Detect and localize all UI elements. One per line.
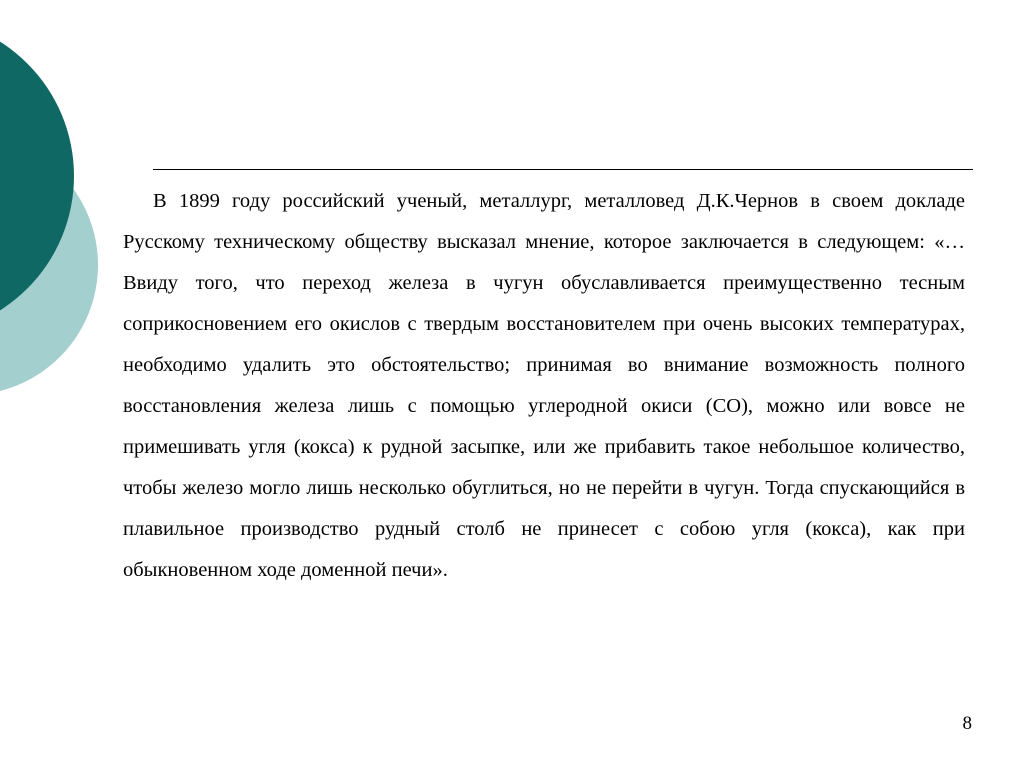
header-divider-line bbox=[153, 169, 973, 170]
body-paragraph: В 1899 году российский ученый, металлург, металловед Д.К.Чернов в своем докладе Русскому техническому обществу высказал мнение, которое заключается в следующем: «…Ввиду того, что переход железа в чугун обуславливается преимущественно тесным соприкосновением его окислов с твердым восстановителем при очень высоких температурах, необходимо удалить это обстоятельство; принимая во внимание возможность полного восстановления железа лишь с помощью углеродной окиси (СО), можно или вовсе не примешивать угля (кокса) к рудной засыпке, или же прибавить такое небольшое количество, чтобы железо могло лишь несколько обуглиться, но не перейти в чугун. Тогда спускающийся в плавильное производство рудный столб не принесет с собою угля (кокса), как при обыкновенном ходе доменной печи». bbox=[123, 190, 965, 581]
page-number: 8 bbox=[962, 713, 972, 734]
